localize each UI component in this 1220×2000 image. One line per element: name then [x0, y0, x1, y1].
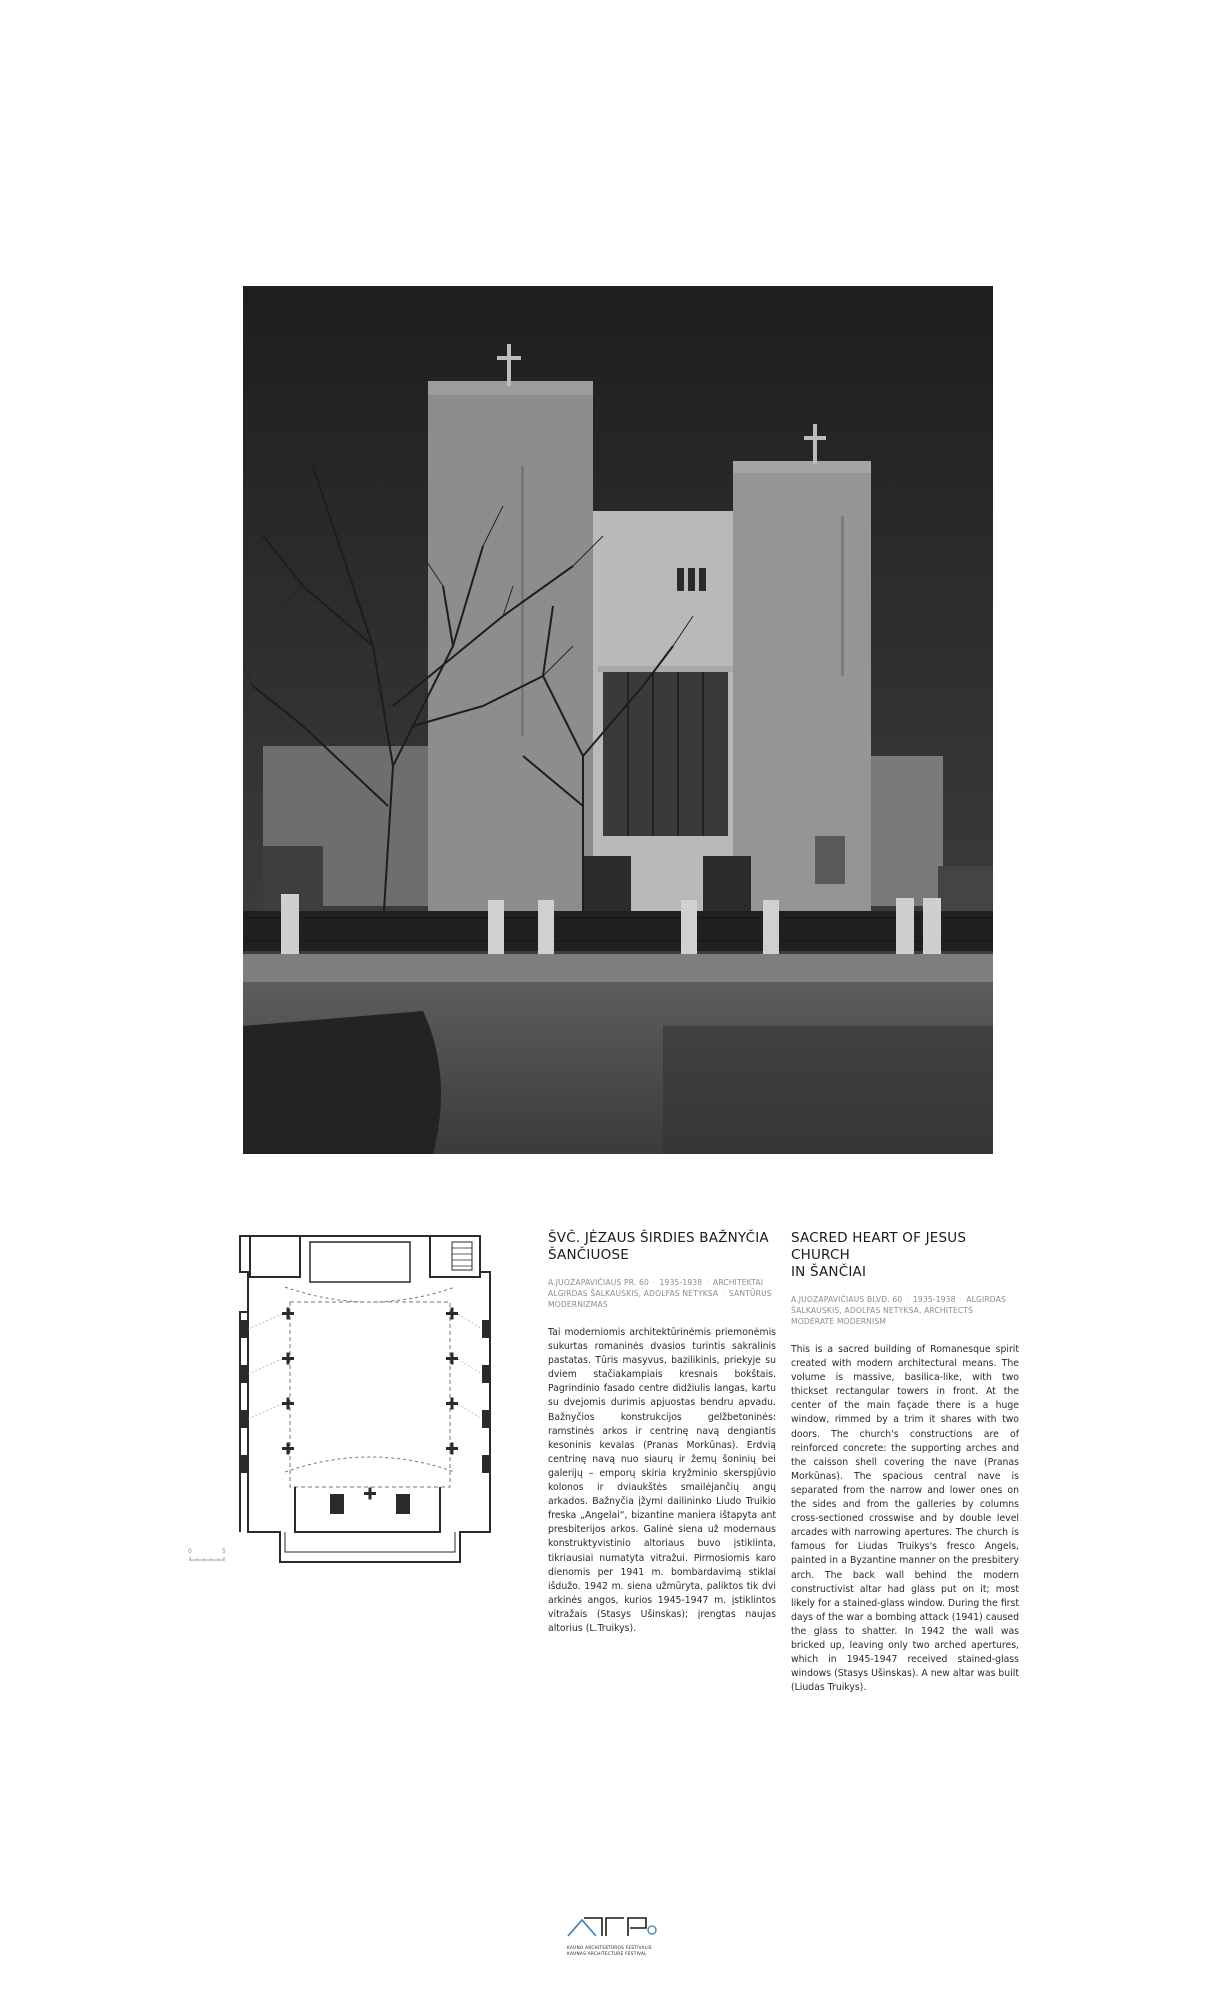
- lt-title-line2: ŠANČIUOSE: [548, 1247, 629, 1263]
- festival-logo: [562, 1906, 660, 1964]
- scale-start-label: 0: [188, 1548, 192, 1555]
- lt-description: Tai moderniomis architektūrinėmis priemonėmis sukurtas romaninės dvasios turintis sakralinis pastatas. Tūris masyvus, bazilikinis, priekyje su dviem stačiakampiais kresnais bokštais. Pagrindinio fasado centre didžiulis langas, kartu su dvejomis durimis apjuostas bendru apvadu. Bažnyčios konstrukcijos gelžbetoninės: ramstinės arkos ir centrinę navą dengiantis kesoninis kevalas (Pranas Morkūnas). Erdvią centrinę navą nuo siaurų ir žemų šoninių bei galerijų – emporų skiria kryžminio skerspjūvio kolonos ir dviaukštės smailėjančių angų arkados. Bažnyčia įžymi dailininko Liudo Truikio freska „Angelai“, bizantine maniera ištapyta ant presbiterijos arkos. Galinė siena už modernaus konstruktyvistinio altoriaus buvo įstiklinta, tikriausiai numatyta vitražui. Pirmosiomis karo dienomis per 1941 m. bombardavimą stiklai išdužo. 1942 m. siena užmūryta, paliktos tik dvi arkinės angos, kurios 1945-1947 m. įstiklintos vitražais (Stasys Ušinskas); įrengtas naujas altorius (L.Truikys).: [548, 1327, 776, 1634]
- festival-logo-mark: [562, 1906, 660, 1944]
- lt-style: SANTŪRUS MODERNIZMAS: [548, 1289, 772, 1309]
- lt-address: A.JUOZAPAVIČIAUS PR. 60: [548, 1278, 649, 1287]
- lithuanian-text-column: [548, 1230, 776, 1636]
- scale-ruler: [188, 1548, 234, 1568]
- lt-architects-label: ARCHITEKTAI: [712, 1278, 764, 1287]
- lt-title: [548, 1230, 776, 1264]
- en-years: 1935-1938: [912, 1295, 956, 1304]
- logo-line2: KAUNAS ARCHITECTURE FESTIVAL: [567, 1951, 647, 1956]
- lt-architects: ALGIRDAS ŠALKAUSKIS, ADOLFAS NETYKSA: [548, 1289, 719, 1298]
- en-title-line2: IN ŠANČIAI: [791, 1264, 867, 1280]
- en-meta: A.JUOZAPAVIČIAUS BLVD. 60 · 1935-1938 · ALGIRDAS ŠALKAUSKIS, ADOLFAS NETYKSA, ARCHITECTS MODERATE MODERNISM: [791, 1295, 1006, 1326]
- church-photograph: [243, 286, 993, 1154]
- en-style: MODERATE MODERNISM: [791, 1317, 887, 1326]
- floor-plan: [190, 1232, 510, 1592]
- english-text-column: [791, 1230, 1019, 1695]
- en-address: A.JUOZAPAVIČIAUS BLVD. 60: [791, 1295, 903, 1304]
- lt-meta: A.JUOZAPAVIČIAUS PR. 60 · 1935-1938 · ARCHITEKTAI ALGIRDAS ŠALKAUSKIS, ADOLFAS NETYKSA · SANTŪRUS MODERNIZMAS: [548, 1278, 772, 1309]
- en-architects: ALGIRDAS ŠALKAUSKIS, ADOLFAS NETYKSA, ARCHITECTS: [791, 1295, 1006, 1315]
- church-photo-illustration: [243, 286, 993, 1154]
- lt-years: 1935-1938: [659, 1278, 703, 1287]
- logo-line1: KAUNO ARCHITEKTŪROS FESTIVALIS: [567, 1945, 652, 1950]
- en-title-line1: SACRED HEART OF JESUS CHURCH: [791, 1230, 967, 1263]
- en-title: [791, 1230, 1019, 1281]
- floor-plan-drawing: [190, 1232, 510, 1592]
- scale-bar: [188, 1548, 234, 1568]
- lt-title-line1: ŠVČ. JĖZAUS ŠIRDIES BAŽNYČIA: [548, 1230, 769, 1246]
- en-description: This is a sacred building of Romanesque spirit created with modern architectural means. The volume is massive, basilica-like, with two thickset rectangular towers in front. At the center of the main façade there is a huge window, rimmed by a trim it shares with two doors. The church's constructions are of reinforced concrete: the supporting arches and the caisson shell covering the nave (Pranas Morkūnas). The spacious central nave is separated from the narrow and lower ones on the sides and from the galleries by columns cross-sectioned crosswise and by double level arcades with narrowing apertures. The church is famous for Liudas Truikys's fresco Angels, painted in a Byzantine manner on the presbitery arch. The back wall behind the modern constructivist altar had glass put on it; most likely for a stained-glass window. During the first days of the war a bombing attack (1941) caused the glass to shatter. In 1942 the wall was bricked up, leaving only two arched apertures, which in 1945-1947 received stained-glass windows (Stasys Ušinskas). A new altar was built (Liudas Truikys).: [791, 1344, 1019, 1694]
- scale-end-label: 5: [222, 1548, 226, 1555]
